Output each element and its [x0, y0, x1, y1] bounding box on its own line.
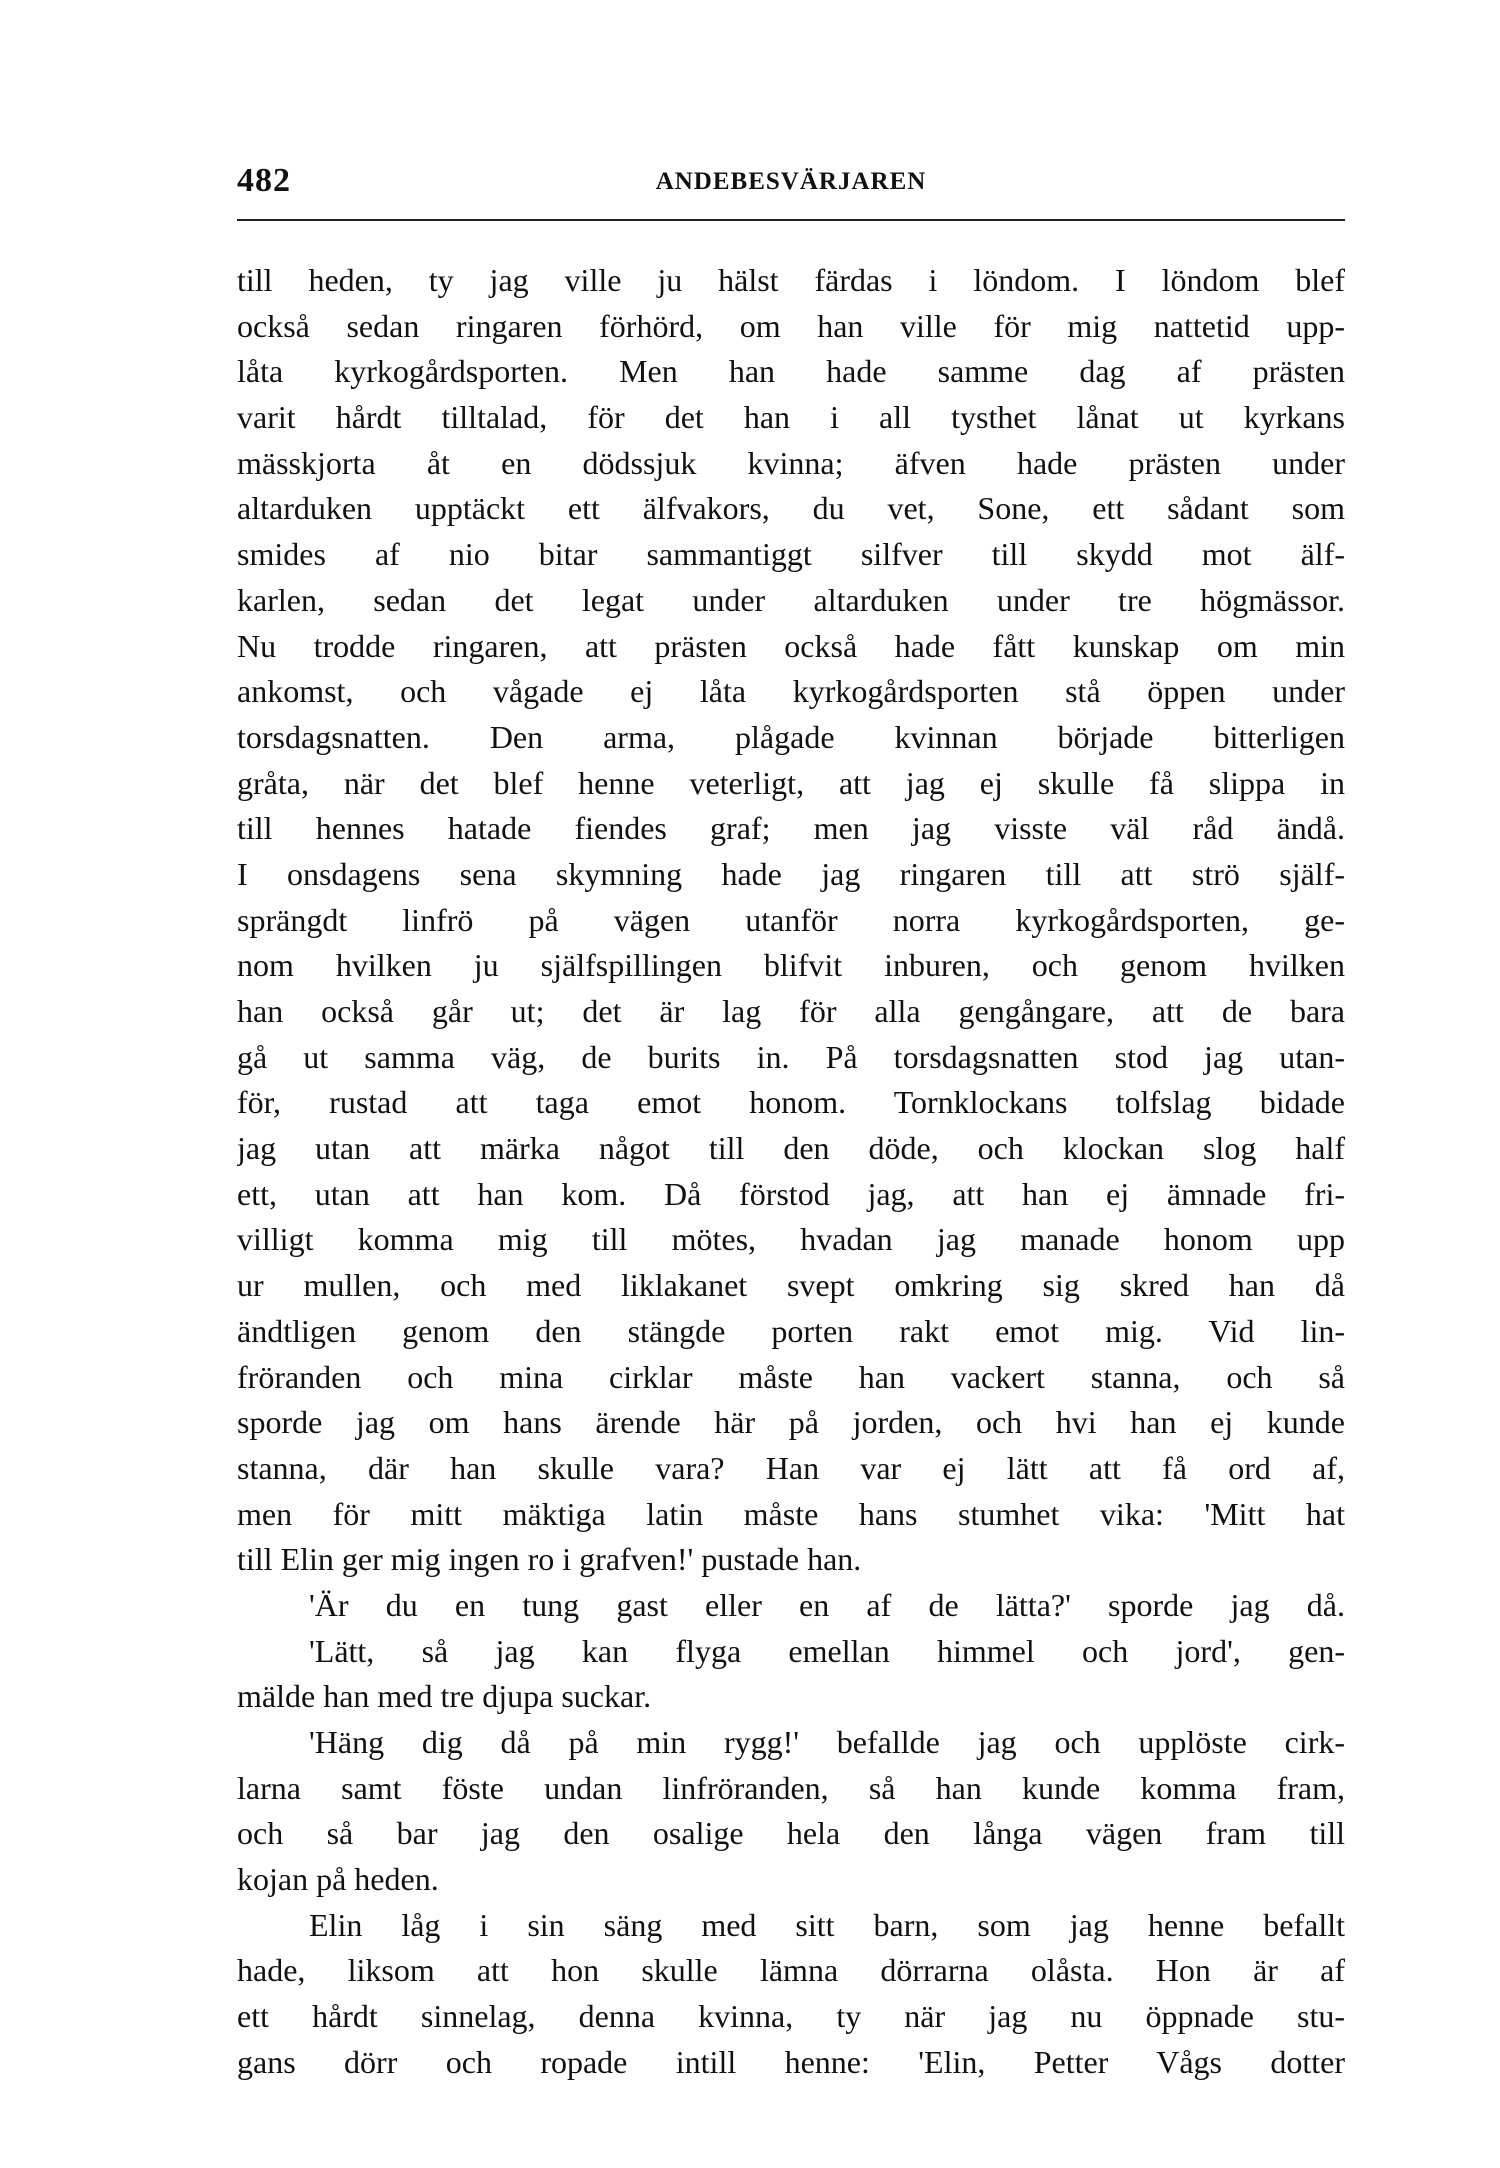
- text-line: stanna, där han skulle vara? Han var ej lätt att få ord af,: [237, 1449, 1345, 1486]
- text-line: I onsdagens sena skymning hade jag ringaren till att strö själf-: [237, 855, 1345, 892]
- text-line: varit hårdt tilltalad, för det han i all tysthet lånat ut kyrkans: [237, 399, 1345, 436]
- text-line: men för mitt mäktiga latin måste hans stumhet vika: 'Mitt hat: [237, 1495, 1345, 1532]
- text-line: sprängdt linfrö på vägen utanför norra kyrkogårdsporten, ge-: [237, 901, 1345, 938]
- text-line: 'Lätt, så jag kan flyga emellan himmel och jord', gen-: [309, 1632, 1345, 1669]
- text-line: ur mullen, och med liklakanet svept omkring sig skred han då: [237, 1267, 1345, 1304]
- text-line: och så bar jag den osalige hela den långa vägen fram till: [237, 1815, 1345, 1852]
- text-line: Elin låg i sin säng med sitt barn, som jag henne befallt: [309, 1906, 1345, 1943]
- text-line: fröranden och mina cirklar måste han vackert stanna, och så: [237, 1358, 1345, 1395]
- text-line: sporde jag om hans ärende här på jorden, och hvi han ej kunde: [237, 1404, 1345, 1441]
- text-line: kojan på heden.: [237, 1861, 439, 1898]
- text-line: larna samt föste undan linfröranden, så han kunde komma fram,: [237, 1769, 1345, 1806]
- text-line: han också går ut; det är lag för alla gengångare, att de bara: [237, 993, 1345, 1029]
- text-line: ankomst, och vågade ej låta kyrkogårdsporten stå öppen under: [237, 673, 1345, 710]
- text-line: till heden, ty jag ville ju hälst färdas i löndom. I löndom blef: [237, 262, 1345, 298]
- text-line: altarduken upptäckt ett älfvakors, du vet, Sone, ett sådant som: [237, 490, 1345, 527]
- text-line: 'Häng dig då på min rygg!' befallde jag och upplöste cirk-: [309, 1724, 1345, 1760]
- text-line: ändtligen genom den stängde porten rakt emot mig. Vid lin-: [237, 1312, 1345, 1349]
- page-number: 482: [237, 162, 291, 199]
- text-line: gans dörr och ropade intill henne: 'Elin, Petter Vågs dotter: [237, 2043, 1345, 2080]
- text-line: 'Är du en tung gast eller en af de lätta?' sporde jag då.: [309, 1586, 1345, 1623]
- text-line: till hennes hatade fiendes graf; men jag visste väl råd ändå.: [237, 810, 1345, 847]
- text-line: hade, liksom att hon skulle lämna dörrarna olåsta. Hon är af: [237, 1952, 1345, 1989]
- header-rule: [237, 219, 1345, 221]
- text-line: låta kyrkogårdsporten. Men han hade samme dag af prästen: [237, 353, 1345, 390]
- text-line: gråta, när det blef henne veterligt, att jag ej skulle få slippa in: [237, 764, 1345, 801]
- text-line: Nu trodde ringaren, att prästen också hade fått kunskap om min: [237, 627, 1345, 664]
- text-line: nom hvilken ju själfspillingen blifvit inburen, och genom hvilken: [237, 947, 1345, 984]
- text-line: torsdagsnatten. Den arma, plågade kvinnan började bitterligen: [237, 718, 1345, 755]
- text-line: också sedan ringaren förhörd, om han ville för mig nattetid upp-: [237, 307, 1345, 344]
- text-line: gå ut samma väg, de burits in. På torsdagsnatten stod jag utan-: [237, 1038, 1345, 1075]
- text-line: mässkjorta åt en dödssjuk kvinna; äfven hade prästen under: [237, 444, 1345, 481]
- text-line: mälde han med tre djupa suckar.: [237, 1678, 652, 1715]
- running-title: ANDEBESVÄRJAREN: [655, 168, 927, 195]
- text-line: ett hårdt sinnelag, denna kvinna, ty när jag nu öppnade stu-: [237, 1998, 1345, 2035]
- page-header: [237, 160, 1345, 220]
- text-line: villigt komma mig till mötes, hvadan jag manade honom upp: [237, 1221, 1345, 1258]
- text-line: till Elin ger mig ingen ro i grafven!' pustade han.: [237, 1541, 862, 1578]
- text-line: karlen, sedan det legat under altarduken under tre högmässor.: [237, 581, 1345, 618]
- text-line: ett, utan att han kom. Då förstod jag, att han ej ämnade fri-: [237, 1175, 1345, 1212]
- text-line: jag utan att märka något till den döde, och klockan slog half: [237, 1130, 1345, 1167]
- text-line: för, rustad att taga emot honom. Tornklockans tolfslag bidade: [237, 1084, 1345, 1121]
- body-text: [237, 258, 1345, 2086]
- text-line: smides af nio bitar sammantiggt silfver till skydd mot älf-: [237, 536, 1345, 573]
